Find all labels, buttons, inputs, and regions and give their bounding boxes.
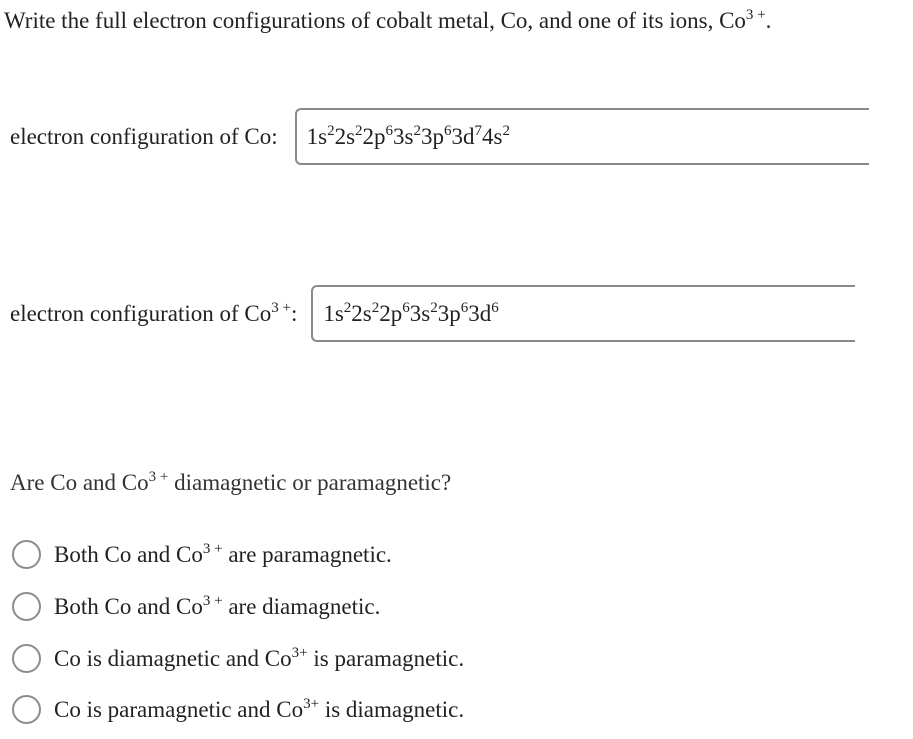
- option-label: Co is paramagnetic and $Co^{3+}$ is diamagnetic.: [54, 695, 465, 722]
- option-label: Both Co and $Co^{3 +}$ are diamagnetic.: [54, 592, 381, 619]
- radio-button[interactable]: [12, 540, 41, 569]
- radio-button[interactable]: [12, 695, 41, 724]
- magnetism-question: Are Co and $Co^{3 +}$ diamagnetic or paramagnetic?: [10, 469, 452, 495]
- co-config-input[interactable]: [295, 108, 869, 165]
- option-both-diamagnetic[interactable]: [12, 592, 380, 621]
- co3-config-row: [10, 285, 855, 342]
- co3-config-input[interactable]: [311, 285, 855, 342]
- option-co-dia-co3-para[interactable]: [12, 644, 464, 673]
- option-both-paramagnetic[interactable]: [12, 540, 392, 569]
- co-config-label: electron configuration of Co:: [10, 123, 278, 149]
- co3-config-value: $1s^22s^22p^63s^23p^63d^6$: [323, 299, 499, 326]
- question-suffix: .: [765, 8, 772, 33]
- radio-button[interactable]: [12, 644, 41, 673]
- question-prefix: Write the full electron configurations of cobalt metal, Co, and one of its ions, Co: [4, 8, 746, 33]
- co3-config-label: electron configuration of $Co^{3 +}$:: [10, 299, 298, 326]
- option-label: Co is diamagnetic and $Co^{3+}$ is paramagnetic.: [54, 644, 465, 671]
- option-label: Both Co and $Co^{3 +}$ are paramagnetic.: [54, 540, 392, 567]
- question-charge: 3 +: [745, 7, 766, 23]
- question-text: [4, 8, 771, 34]
- co-config-row: [10, 108, 869, 165]
- radio-button[interactable]: [12, 592, 41, 621]
- co-config-value: $1s^22s^22p^63s^23p^63d^74s^2$: [306, 122, 510, 149]
- option-co-para-co3-dia[interactable]: [12, 695, 464, 724]
